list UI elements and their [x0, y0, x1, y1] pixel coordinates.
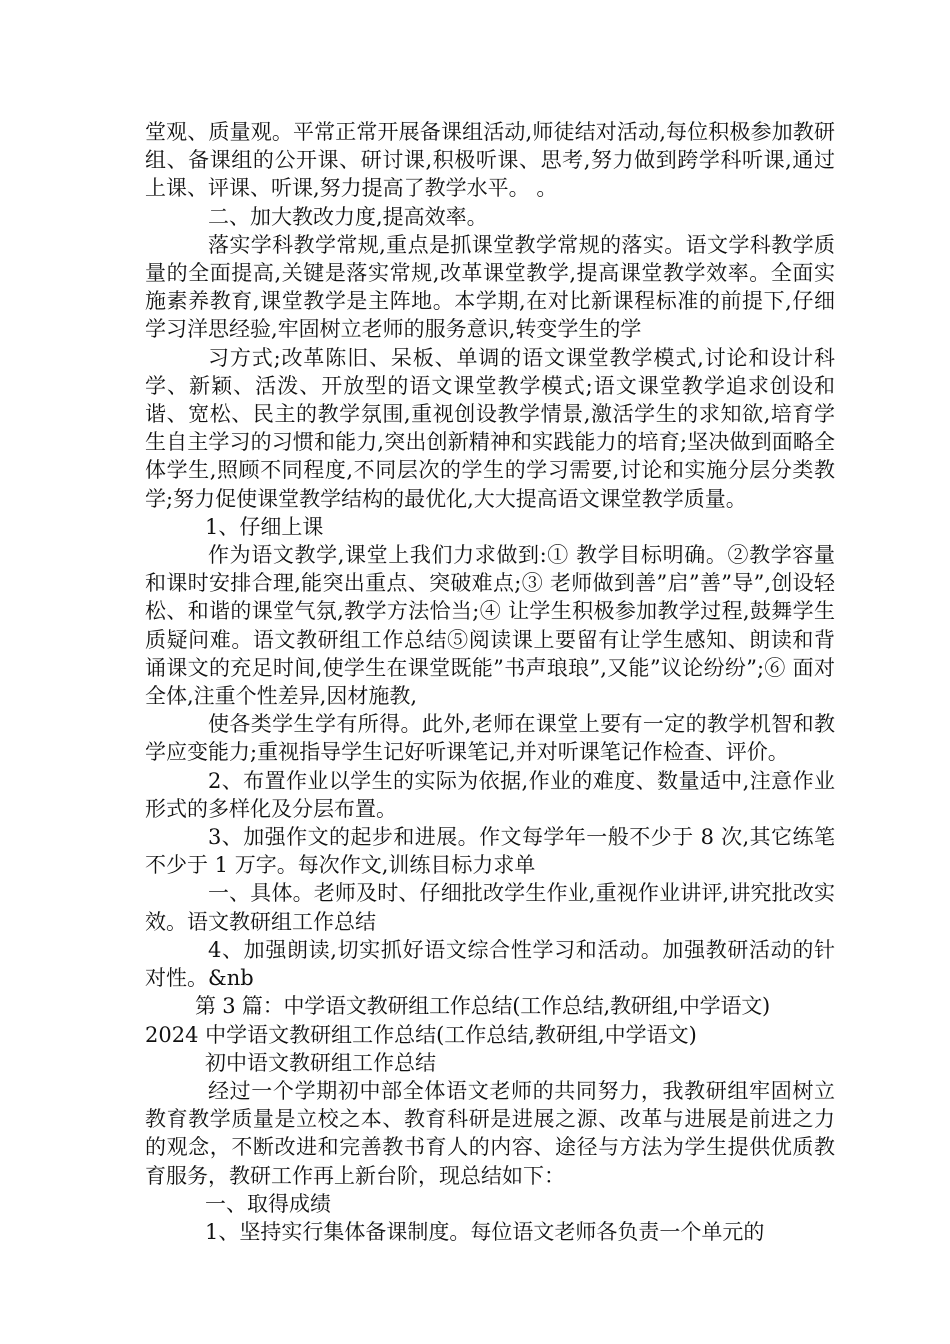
paragraph-7: 使各类学生学有所得。此外,老师在课堂上要有一定的教学机智和教学应变能力;重视指导学生记好听课笔记,并对听课笔记作检查、评价。	[145, 712, 835, 765]
paragraph-9: 3、加强作文的起步和进展。作文每学年一般不少于 8 次,其它练笔不少于 1 万字。每次作文,训练目标力求单	[145, 825, 835, 878]
article-3-title: 第 3 篇：中学语文教研组工作总结(工作总结,教研组,中学语文)	[195, 994, 771, 1019]
paragraph-6: 作为语文教学,课堂上我们力求做到:① 教学目标明确。②教学容量和课时安排合理,能突出重点、突破难点;③ 老师做到善”启”善”导”,创设轻松、和谐的课堂气氛,教学方法恰当;④ 让学生积极参加教学过程,鼓舞学生质疑问难。语文教研组工作总结⑤阅读课上要留有让学生感知、朗读和背诵课文的充足时间,使学生在课堂既能”书声琅琅”,又能”议论纷纷”;⑥ 面对全体,注重个性差异,因材施教,	[145, 543, 835, 709]
article-title-2024: 2024 中学语文教研组工作总结(工作总结,教研组,中学语文)	[145, 1022, 697, 1047]
section-heading-achievements: 一、取得成绩	[205, 1191, 331, 1216]
document-page	[145, 118, 835, 1246]
paragraph-17: 1、坚持实行集体备课制度。每位语文老师各负责一个单元的	[205, 1219, 765, 1244]
paragraph-8: 2、布置作业以学生的实际为依据,作业的难度、数量适中,注意作业形式的多样化及分层布置。	[145, 768, 835, 821]
paragraph-4: 习方式;改革陈旧、呆板、单调的语文课堂教学模式,讨论和设计科学、新颖、活泼、开放型的语文课堂教学模式;语文课堂教学追求创设和谐、宽松、民主的教学氛围,重视创设教学情景,激活学生的求知欲,培育学生自主学习的习惯和能力,突出创新精神和实践能力的培育;坚决做到面略全体学生,照顾不同程度,不同层次的学生的学习需要,讨论和实施分层分类教学;努力促使课堂教学结构的最优化,大大提高语文课堂教学质量。	[145, 345, 835, 511]
paragraph-3: 落实学科教学常规,重点是抓课堂教学常规的落实。语文学科教学质量的全面提高,关键是落实常规,改革课堂教学,提高课堂教学效率。全面实施素养教育,课堂教学是主阵地。本学期,在对比新课程标准的前提下,仔细学习洋思经验,牢固树立老师的服务意识,转变学生的学	[145, 232, 835, 342]
paragraph-10: 一、具体。老师及时、仔细批改学生作业,重视作业讲评,讲究批改实效。语文教研组工作总结	[145, 881, 835, 934]
paragraph-1: 堂观、质量观。平常正常开展备课组活动,师徒结对活动,每位积极参加教研组、备课组的公开课、研讨课,积极听课、思考,努力做到跨学科听课,通过上课、评课、听课,努力提高了教学水平。 。	[145, 120, 835, 201]
subheading-careful-teaching: 1、仔细上课	[205, 514, 324, 539]
document-title: 初中语文教研组工作总结	[205, 1050, 436, 1075]
section-heading-2: 二、加大教改力度,提高效率。	[208, 204, 488, 229]
paragraph-11: 4、加强朗读,切实抓好语文综合性学习和活动。加强教研活动的针对性。&nb	[145, 937, 835, 991]
intro-paragraph: 经过一个学期初中部全体语文老师的共同努力，我教研组牢固树立教育教学质量是立校之本、教育科研是进展之源、改革与进展是前进之力的观念，不断改进和完善教书育人的内容、途径与方法为学生提供优质教育服务，教研工作再上新台阶，现总结如下：	[145, 1078, 835, 1188]
